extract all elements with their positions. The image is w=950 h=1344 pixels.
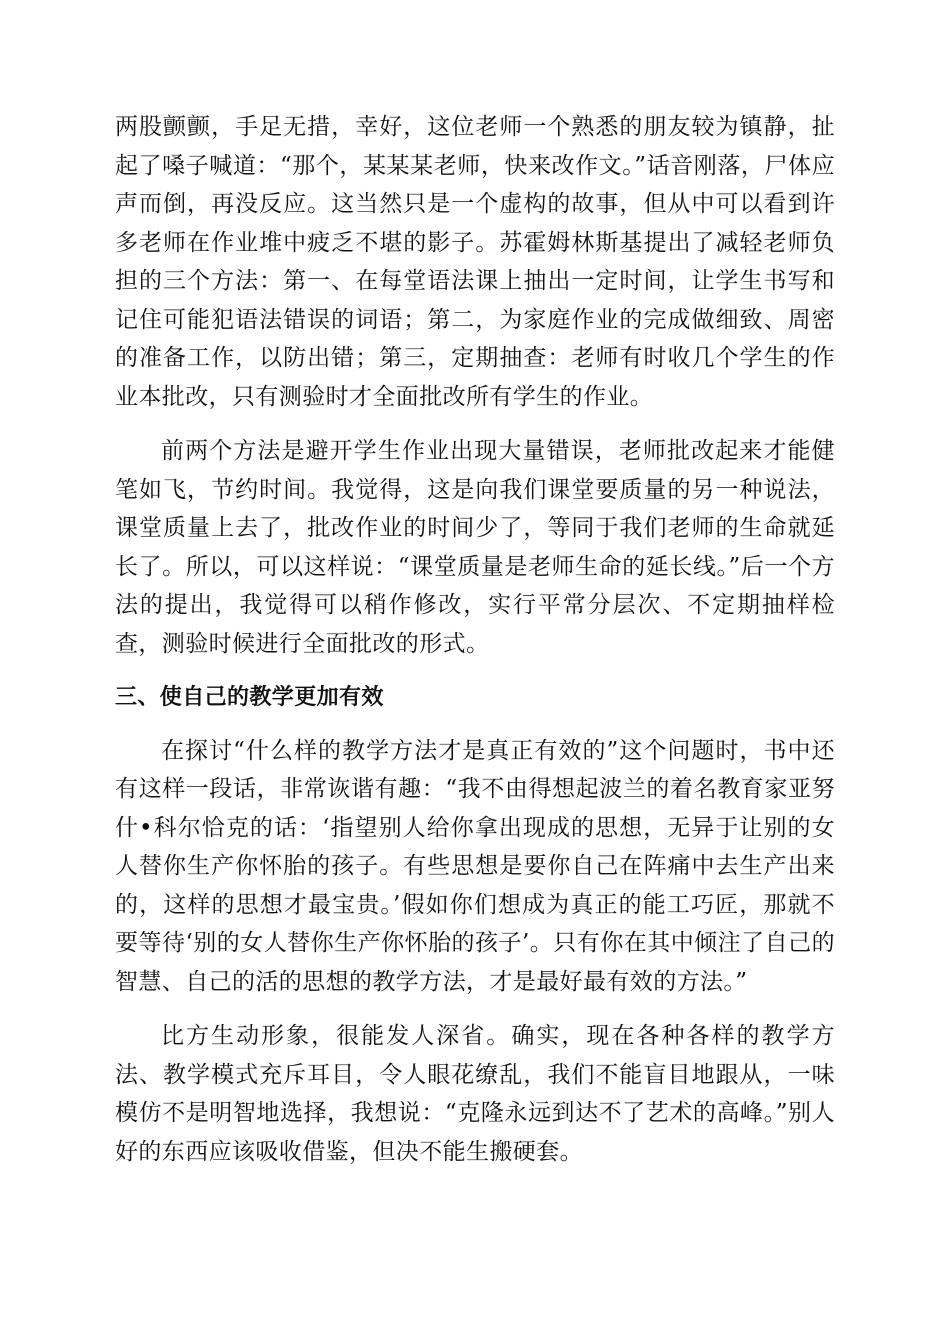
- section-heading: 三、使自己的教学更加有效: [115, 685, 384, 710]
- document-body: [115, 108, 835, 1187]
- paragraph-continuation: 两股颤颤，手足无措，幸好，这位老师一个熟悉的朋友较为镇静，扯起了嗓子喊道：“那个，某某某老师，快来改作文。”话音刚落，尸体应声而倒，再没反应。这当然只是一个虚构的故事，但从中可以看到许多老师在作业堆中疲乏不堪的影子。苏霍姆林斯基提出了减轻老师负担的三个方法：第一、在每堂语法课上抽出一定时间，让学生书写和记住可能犯语法错误的词语；第二，为家庭作业的完成做细致、周密的准备工作，以防出错；第三，定期抽查：老师有时收几个学生的作业本批改，只有测验时才全面批改所有学生的作业。: [115, 114, 835, 410]
- paragraph-method-commentary: 前两个方法是避开学生作业出现大量错误，老师批改起来才能健笔如飞，节约时间。我觉得，这是向我们课堂要质量的另一种说法，课堂质量上去了，批改作业的时间少了，等同于我们老师的生命就延长了。所以，可以这样说：“课堂质量是老师生命的延长线。”后一个方法的提出，我觉得可以稍作修改，实行平常分层次、不定期抽样检查，测验时候进行全面批改的形式。: [115, 438, 835, 657]
- paragraph-quote: 在探讨“什么样的教学方法才是真正有效的”这个问题时，书中还有这样一段话，非常诙谐有趣：“我不由得想起波兰的着名教育家亚努什•科尔恰克的话：‘指望别人给你拿出现成的思想，无异于让别的女人替你生产你怀胎的孩子。有些思想是要你自己在阵痛中去生产出来的，这样的思想才最宝贵。’假如你们想成为真正的能工巧匠，那就不要等待‘别的女人替你生产你怀胎的孩子’。只有你在其中倾注了自己的智慧、自己的活的思想的教学方法，才是最好最有效的方法。”: [115, 737, 835, 995]
- paragraph-reflection: 比方生动形象，很能发人深省。确实，现在各种各样的教学方法、教学模式充斥耳目，令人眼花缭乱，我们不能盲目地跟从，一味模仿不是明智地选择，我想说：“克隆永远到达不了艺术的高峰。”别人好的东西应该吸收借鉴，但决不能生搬硬套。: [115, 1023, 835, 1165]
